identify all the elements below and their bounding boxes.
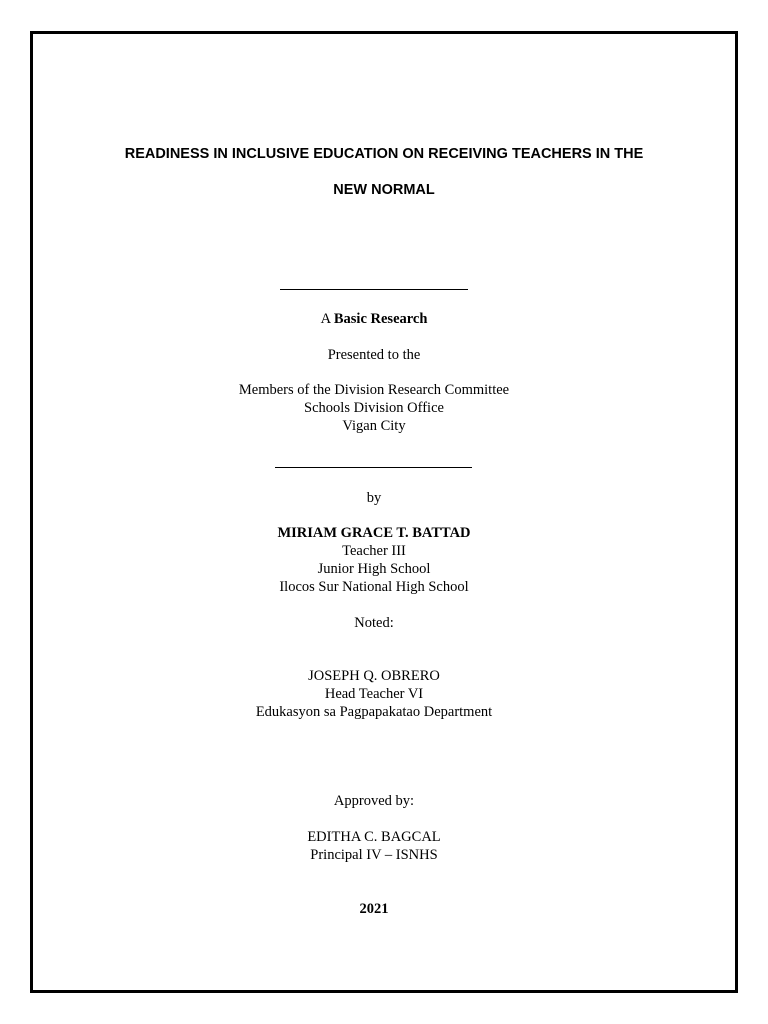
author-name: MIRIAM GRACE T. BATTAD [277, 525, 471, 541]
recipient-line-1: Members of the Division Research Committee [238, 382, 510, 398]
approved-by-name: EDITHA C. BAGCAL [307, 829, 441, 845]
author-position: Teacher III [342, 543, 406, 559]
author-level: Junior High School [317, 561, 431, 577]
approved-label: Approved by: [333, 793, 415, 809]
noted-by-department: Edukasyon sa Pagpapakatao Department [255, 704, 493, 720]
document-type-bold: Basic Research [333, 311, 428, 327]
title-line-1: READINESS IN INCLUSIVE EDUCATION ON RECEIVING TEACHERS IN THE [124, 146, 644, 162]
title-line-2: NEW NORMAL [333, 182, 435, 198]
noted-label: Noted: [354, 615, 394, 631]
document-type-prefix: A [320, 311, 331, 327]
document-type [0, 310, 748, 328]
divider-middle [275, 467, 472, 468]
noted-by-name: JOSEPH Q. OBRERO [308, 668, 440, 684]
year: 2021 [359, 901, 389, 917]
by-label: by [366, 490, 382, 506]
approved-by-position: Principal IV – ISNHS [310, 847, 438, 863]
recipient-line-2: Schools Division Office [304, 400, 444, 416]
recipient-line-3: Vigan City [342, 418, 406, 434]
divider-top [280, 289, 468, 290]
noted-by-position: Head Teacher VI [324, 686, 424, 702]
author-school: Ilocos Sur National High School [279, 579, 469, 595]
presented-to: Presented to the [327, 347, 421, 363]
